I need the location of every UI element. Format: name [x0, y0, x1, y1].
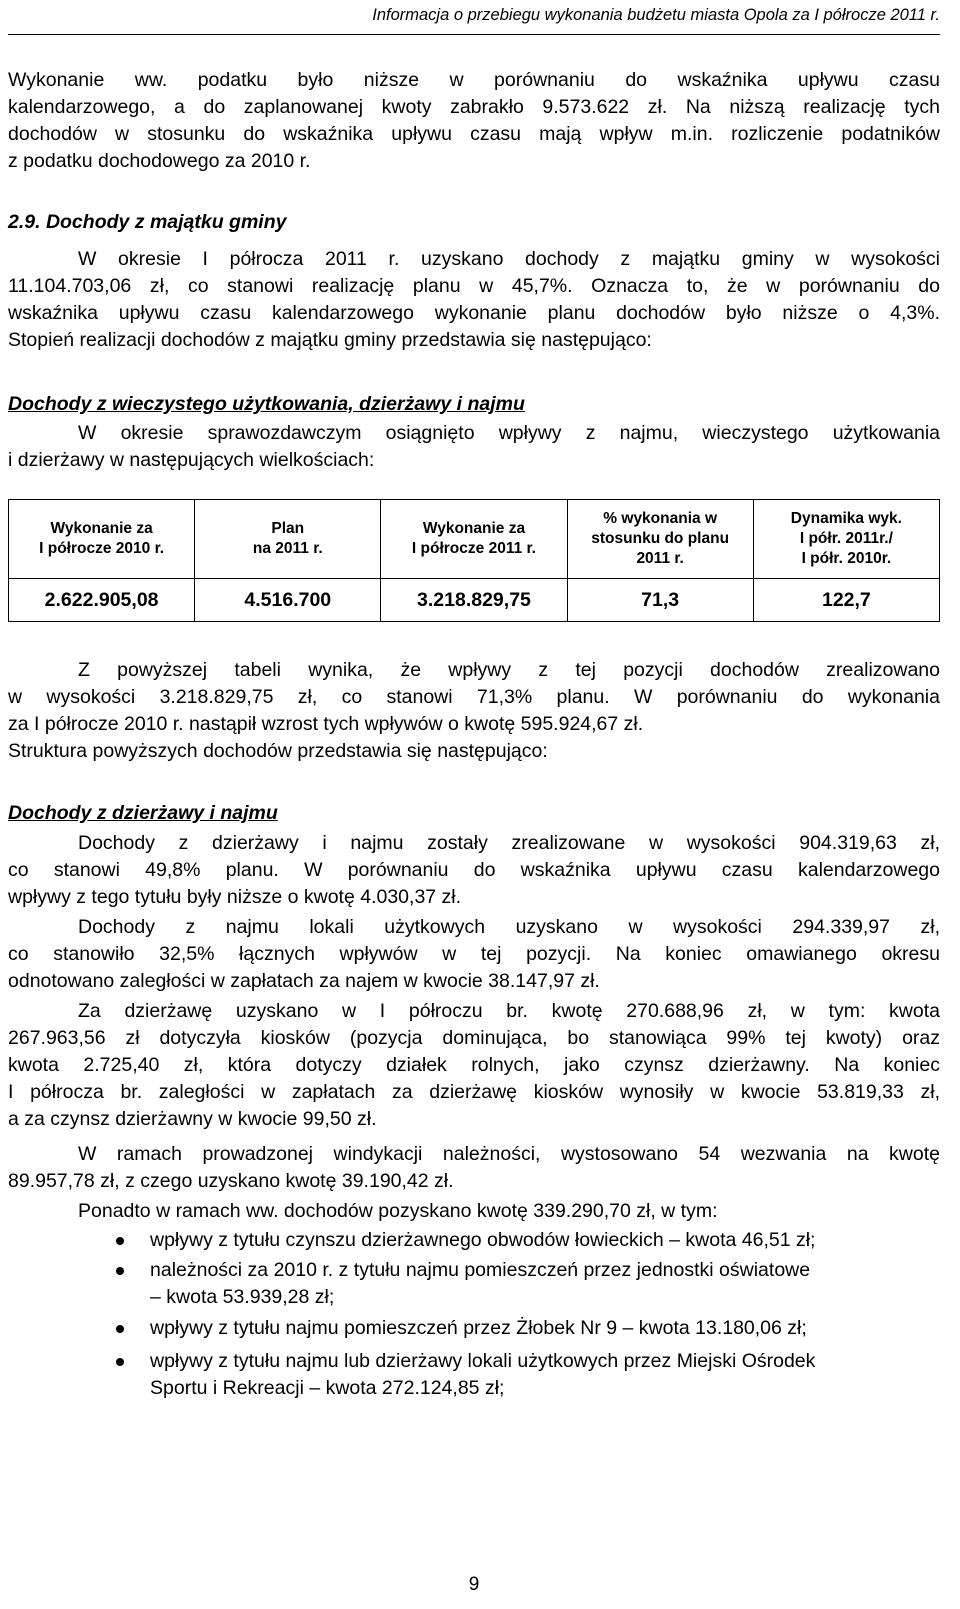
running-header: Informacja o przebiegu wykonania budżetu miasta Opola za I półrocze 2011 r. — [372, 6, 940, 24]
table-cell: 3.218.829,75 — [381, 579, 567, 622]
table-cell: 4.516.700 — [195, 579, 381, 622]
text-line: co stanowiło 32,5% łącznych wpływów w tej pozycji. Na koniec omawianego okresu — [8, 943, 940, 965]
text-line: I półrocza br. zaległości w zapłatach za dzierżawę kiosków wynosiły w kwocie 53.819,33 zł, — [8, 1081, 940, 1103]
bullet-list — [8, 1227, 940, 1402]
table-cell: 71,3 — [567, 579, 753, 622]
text-line: Z powyższej tabeli wynika, że wpływy z tej pozycji dochodów zrealizowano — [78, 659, 940, 681]
text-line: Dochody z najmu lokali użytkowych uzyskano w wysokości 294.339,97 zł, — [78, 916, 940, 938]
text-line: wskaźnika upływu czasu kalendarzowego wykonanie planu dochodów było niższe o 4,3%. — [8, 302, 940, 324]
column-header: Wykonanie za I półrocze 2011 r. — [381, 500, 567, 579]
list-item — [8, 1227, 940, 1254]
text-line: kalendarzowego, a do zaplanowanej kwoty zabrakło 9.573.622 zł. Na niższą realizację tych — [8, 96, 940, 118]
table-row — [9, 579, 940, 622]
list-item-text: należności za 2010 r. z tytułu najmu pomieszczeń przez jednostki oświatowe — [150, 1259, 811, 1281]
list-item — [8, 1348, 940, 1402]
header-divider — [8, 34, 940, 35]
list-item-text: wpływy z tytułu najmu lub dzierżawy lokali użytkowych przez Miejski Ośrodek — [150, 1350, 816, 1372]
text-line: co stanowi 49,8% planu. W porównaniu do wskaźnika upływu czasu kalendarzowego — [8, 859, 940, 881]
text-line: Za dzierżawę uzyskano w I półroczu br. kwotę 270.688,96 zł, w tym: kwota — [78, 1000, 940, 1022]
page-number: 9 — [468, 1574, 480, 1595]
list-item-text: wpływy z tytułu czynszu dzierżawnego obwodów łowieckich – kwota 46,51 zł; — [150, 1229, 816, 1251]
column-header: Dynamika wyk. I półr. 2011r./ I półr. 2010r. — [753, 500, 939, 579]
list-item-text: wpływy z tytułu najmu pomieszczeń przez Żłobek Nr 9 – kwota 13.180,06 zł; — [150, 1317, 807, 1339]
subsection-title — [8, 800, 940, 827]
subsection-heading: Dochody z wieczystego użytkowania, dzierżawy i najmu — [8, 393, 525, 415]
text-line: z podatku dochodowego za 2010 r. — [8, 150, 311, 172]
subsection-heading: Dochody z dzierżawy i najmu — [8, 802, 278, 824]
section-heading: 2.9. Dochody z majątku gminy — [8, 211, 287, 233]
subsection-title — [8, 391, 940, 418]
column-header: Wykonanie za I półrocze 2010 r. — [9, 500, 195, 579]
list-item — [8, 1257, 940, 1311]
text-line: W okresie I półrocza 2011 r. uzyskano dochody z majątku gminy w wysokości — [78, 248, 940, 270]
additional-paragraph — [8, 1198, 940, 1225]
text-line: odnotowano zaległości w zapłatach za najem w kwocie 38.147,97 zł. — [8, 970, 600, 992]
text-line: Wykonanie ww. podatku było niższe w porównaniu do wskaźnika upływu czasu — [8, 69, 940, 91]
column-header: Plan na 2011 r. — [195, 500, 381, 579]
text-line: dochodów w stosunku do wskaźnika upływu czasu mają wpływ m.in. rozliczenie podatników — [8, 123, 940, 145]
revenue-table — [8, 499, 940, 622]
text-line: 89.957,78 zł, z czego uzyskano kwotę 39.190,42 zł. — [8, 1170, 454, 1192]
text-line: wpływy z tego tytułu były niższe o kwotę 4.030,37 zł. — [8, 886, 462, 908]
text-line: za I półrocze 2010 r. nastąpił wzrost tych wpływów o kwotę 595.924,67 zł. — [8, 713, 644, 735]
rental-paragraph — [8, 914, 940, 995]
lease-paragraph — [8, 830, 940, 911]
bullet-list-wrapper — [8, 1227, 940, 1402]
text-line: a za czynsz dzierżawny w kwocie 99,50 zł. — [8, 1108, 377, 1130]
text-line: W ramach prowadzonej windykacji należności, wystosowano 54 wezwania na kwotę — [78, 1143, 940, 1165]
text-line: W okresie sprawozdawczym osiągnięto wpływy z najmu, wieczystego użytkowania — [78, 422, 940, 444]
bullet-icon — [116, 1325, 124, 1333]
text-line: i dzierżawy w następujących wielkościach: — [8, 449, 375, 471]
list-item-text: – kwota 53.939,28 zł; — [150, 1286, 335, 1308]
text-line: Ponadto w ramach ww. dochodów pozyskano kwotę 339.290,70 zł, w tym: — [78, 1200, 718, 1222]
collection-paragraph — [8, 1141, 940, 1195]
column-header: % wykonania w stosunku do planu 2011 r. — [567, 500, 753, 579]
list-item-text: Sportu i Rekreacji – kwota 272.124,85 zł; — [150, 1377, 505, 1399]
text-line: Struktura powyższych dochodów przedstawia się następująco: — [8, 740, 548, 762]
table-header-row — [9, 500, 940, 579]
subsection-paragraph — [8, 420, 940, 474]
revenue-table-wrapper — [8, 499, 940, 622]
table-cell: 2.622.905,08 — [9, 579, 195, 622]
text-line: w wysokości 3.218.829,75 zł, co stanowi 71,3% planu. W porównaniu do wykonania — [8, 686, 940, 708]
table-summary-paragraph — [8, 657, 940, 765]
text-line: Stopień realizacji dochodów z majątku gminy przedstawia się następująco: — [8, 329, 652, 351]
section-paragraph — [8, 246, 940, 354]
intro-paragraph — [8, 67, 940, 175]
text-line: 11.104.703,06 zł, co stanowi realizację planu w 45,7%. Oznacza to, że w porównaniu do — [8, 275, 940, 297]
text-line: kwota 2.725,40 zł, która dotyczy działek rolnych, jako czynsz dzierżawny. Na koniec — [8, 1054, 940, 1076]
table-cell: 122,7 — [753, 579, 939, 622]
text-line: Dochody z dzierżawy i najmu zostały zrealizowane w wysokości 904.319,63 zł, — [78, 832, 940, 854]
kiosk-paragraph — [8, 998, 940, 1133]
section-title — [8, 209, 940, 236]
list-item — [8, 1315, 940, 1342]
bullet-icon — [116, 1267, 124, 1275]
bullet-icon — [116, 1237, 124, 1245]
text-line: 267.963,56 zł dotyczyła kiosków (pozycja dominująca, bo stanowiąca 99% tej kwoty) oraz — [8, 1027, 940, 1049]
bullet-icon — [116, 1358, 124, 1366]
